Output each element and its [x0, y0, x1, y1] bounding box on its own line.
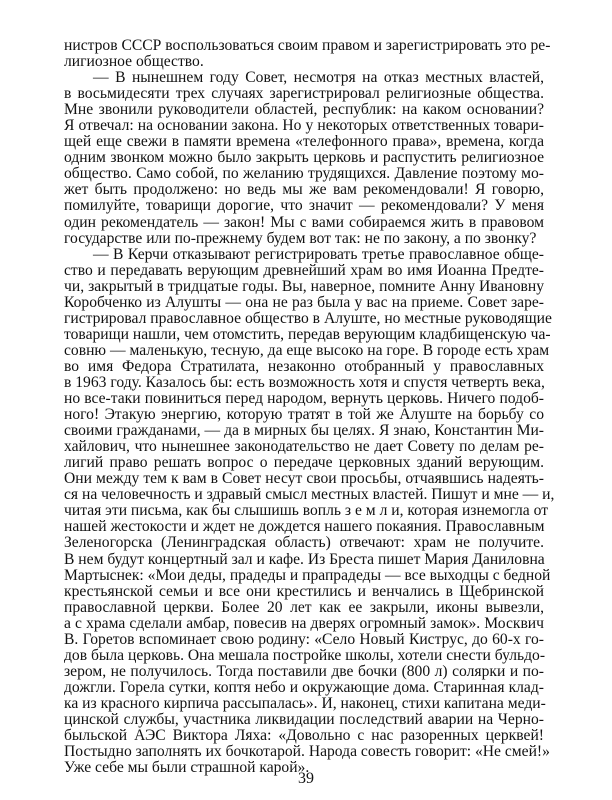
text-line: Коробченко из Алушты — она не раз была у вас на приеме. Совет заре-	[64, 293, 544, 311]
text-line: хайлович, что нынешнее законодательство не дает Совету по делам ре-	[64, 438, 544, 456]
text-line: ного! Этакую энергию, которую тратят в той же Алуште на борьбу со	[64, 406, 544, 424]
text-line: чи, закрытый в тридцатые годы. Вы, наверное, помните Анну Ивановну	[64, 277, 544, 295]
text-line: Они между тем к вам в Совет несут свои просьбы, отчаявшись надеять-	[64, 470, 544, 488]
text-line: цинской службы, участника ликвидации последствий аварии на Черно-	[64, 710, 544, 728]
text-line: дов была церковь. Она мешала постройке школы, хотели снести бульдо-	[64, 646, 546, 664]
text-line: — В нынешнем году Совет, несмотря на отказ местных властей,	[93, 69, 544, 87]
text-line: одним звонком можно было закрыть церковь и распустить религиозное	[64, 149, 544, 167]
text-line: совню — маленькую, тесную, да еще высоко на горе. В городе есть храм	[64, 341, 550, 359]
text-line: помилуйте, товарищи дорогие, что значит — рекомендовали? У меня	[64, 197, 544, 215]
text-line: нистров СССР воспользоваться своим правом и зарегистрировать это ре-	[64, 37, 551, 54]
text-line: в 1963 году. Казалось бы: есть возможность хотя и спустя четверть века,	[64, 373, 545, 391]
text-line: крестьянской семьи и все они крестились и венчались в Щебринской	[64, 582, 544, 600]
text-line: Я отвечал: на основании закона. Но у некоторых ответственных товари-	[64, 117, 544, 135]
page-number: 39	[298, 770, 314, 787]
text-line: а с храма сделали амбар, повесив на дверях огромный замок». Москвич	[64, 614, 544, 632]
text-line: зером, не получилось. Тогда поставили две бочки (800 л) солярки и по-	[64, 662, 544, 680]
page-body-text	[64, 37, 555, 777]
text-line: один рекомендатель — закон! Мы с вами собираемся жить в правовом	[64, 213, 544, 231]
text-line: лигиозное общество.	[64, 53, 204, 71]
text-line: во имя Федора Стратилата, незаконно отобранный у православных	[64, 357, 544, 375]
text-line: щей еще свежи в памяти времена «телефонного права», времена, когда	[64, 133, 544, 151]
text-line: дожгли. Горела сутки, коптя небо и окружающие дома. Старинная клад-	[64, 678, 544, 696]
text-line: ся на человечность и здравый смысл местных властей. Пишут и мне — и,	[64, 486, 555, 504]
text-line: но все-таки повиниться перед народом, вернуть церковь. Ничего подоб-	[64, 390, 544, 408]
text-line: лигий право решать вопрос о передаче церковных зданий верующим.	[64, 454, 544, 472]
text-line: Уже себе мы были страшной карой».	[64, 759, 310, 777]
text-line: — В Керчи отказывают регистрировать третье православное обще-	[93, 245, 544, 263]
text-line: православной церкви. Более 20 лет как ее закрыли, иконы вывезли,	[64, 598, 544, 616]
text-line: общество. Само собой, по желанию трудящихся. Давление поэтому мо-	[64, 165, 544, 183]
text-line: государстве или по-прежнему будем вот так: не по закону, а по звонку?	[64, 229, 537, 247]
text-line: ство и передавать верующим древнейший храм во имя Иоанна Предте-	[64, 261, 544, 279]
text-line: ка из красного кирпича рассыпалась». И, наконец, стихи капитана меди-	[64, 694, 546, 712]
text-line: Мне звонили руководители областей, республик: на каком основании?	[64, 101, 544, 119]
text-line: жет быть продолжено: но ведь мы же вам рекомендовали! Я говорю,	[64, 181, 544, 199]
text-line: товарищи нашли, чем отомстить, передав верующим кладбищенскую ча-	[64, 325, 551, 343]
text-line: быльской АЭС Виктора Ляха: «Довольно с нас разоренных церквей!	[64, 727, 544, 745]
text-line: В. Горетов вспоминает свою родину: «Село Новый Киструс, до 60-х го-	[64, 630, 544, 648]
text-line: Постыдно заполнять их бочкотарой. Народа совесть говорит: «Не смей!»	[64, 743, 550, 761]
text-line: в восьмидесяти трех случаях зарегистрировал религиозные общества.	[64, 85, 544, 103]
text-line: нашей жестокости и ждет не дождется нашего покаяния. Православным	[64, 518, 545, 536]
text-line: Зеленогорска (Ленинградская область) отвечают: храм не получите.	[64, 534, 544, 552]
text-line: Мартыснек: «Мои деды, прадеды и прапрадеды — все выходцы с бедной	[64, 566, 551, 584]
text-line: гистрировал православное общество в Алуште, но местные руководящие	[64, 309, 552, 327]
text-line: своими гражданами, — да в мирных бы целях. Я знаю, Константин Ми-	[64, 422, 544, 440]
text-line: читая эти письма, как бы слышишь вопль з е м л и, которая изнемогла от	[64, 502, 549, 520]
text-line: В нем будут концертный зал и кафе. Из Бреста пишет Мария Даниловна	[64, 550, 545, 568]
